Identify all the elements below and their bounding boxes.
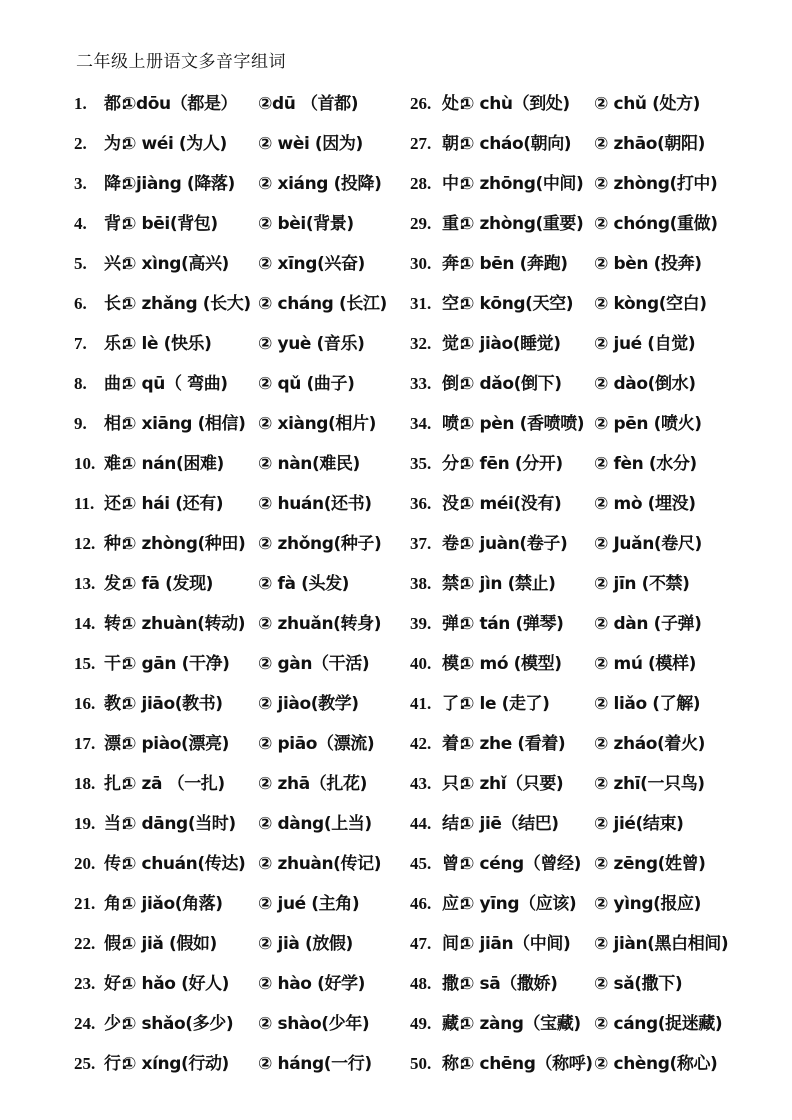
reading-one: ① chēng（称呼) [460, 1054, 593, 1074]
reading-one: ① zàng（宝藏) [460, 1014, 581, 1034]
item-number: 22. [74, 934, 96, 953]
item-character: 难: [104, 454, 128, 474]
item-number: 12. [74, 534, 96, 553]
reading-one: ① gān (干净) [122, 654, 230, 674]
item-number: 25. [74, 1054, 96, 1073]
item-number: 42. [410, 734, 432, 753]
item-number: 10. [74, 454, 96, 473]
item-character: 奔: [442, 254, 466, 274]
item-character: 朝: [442, 134, 466, 154]
item-character: 背: [104, 214, 128, 234]
item-number: 11. [74, 494, 95, 513]
reading-one: ① dǎo(倒下) [460, 374, 562, 394]
reading-one: ① zā （一扎) [122, 774, 225, 794]
reading-one: ① zhe (看着) [460, 734, 566, 754]
reading-one: ① jìn (禁止) [460, 574, 556, 594]
reading-two: ② xīng(兴奋) [258, 254, 365, 274]
reading-two: ② shào(少年) [258, 1014, 370, 1034]
item-character: 只: [442, 774, 466, 794]
page-title: 二年级上册语文多音字组词 [76, 52, 286, 72]
item-character: 好: [104, 974, 128, 994]
reading-two: ② xiáng (投降) [258, 174, 382, 194]
item-character: 干: [104, 654, 128, 674]
item-number: 31. [410, 294, 432, 313]
item-number: 37. [410, 534, 432, 553]
item-character: 还: [104, 494, 128, 514]
reading-two: ② kòng(空白) [594, 294, 707, 314]
item-character: 倒: [442, 374, 466, 394]
reading-one: ① xiāng (相信) [122, 414, 246, 434]
reading-two: ② fèn (水分) [594, 454, 697, 474]
reading-one: ① wéi (为人) [122, 134, 227, 154]
item-number: 44. [410, 814, 432, 833]
reading-one: ① tán (弹琴) [460, 614, 564, 634]
reading-two: ② mú (模样) [594, 654, 696, 674]
reading-two: ② liǎo (了解) [594, 694, 701, 714]
reading-one: ① yīng（应该) [460, 894, 577, 914]
reading-one: ① juàn(卷子) [460, 534, 568, 554]
item-character: 传: [104, 854, 128, 874]
reading-one: ①jiàng (降落) [122, 174, 235, 194]
reading-two: ② qǔ (曲子) [258, 374, 355, 394]
item-character: 乐: [104, 334, 128, 354]
item-number: 39. [410, 614, 432, 633]
reading-two: ② gàn（干活) [258, 654, 370, 674]
reading-one: ① zhuàn(转动) [122, 614, 246, 634]
item-character: 觉: [442, 334, 466, 354]
reading-two: ② chèng(称心) [594, 1054, 718, 1074]
reading-two: ② jià (放假) [258, 934, 353, 954]
item-number: 29. [410, 214, 432, 233]
item-character: 教: [104, 694, 128, 714]
reading-one: ① shǎo(多少) [122, 1014, 234, 1034]
item-number: 13. [74, 574, 96, 593]
reading-two: ② zhāo(朝阳) [594, 134, 705, 154]
item-character: 结: [442, 814, 466, 834]
item-number: 20. [74, 854, 96, 873]
item-character: 降: [104, 174, 128, 194]
reading-two: ② zhī(一只鸟) [594, 774, 705, 794]
reading-two: ② nàn(难民) [258, 454, 360, 474]
reading-one: ① hǎo (好人) [122, 974, 230, 994]
item-number: 40. [410, 654, 432, 673]
item-character: 转: [104, 614, 128, 634]
item-number: 43. [410, 774, 432, 793]
item-character: 相: [104, 414, 128, 434]
item-character: 间: [442, 934, 466, 954]
reading-one: ① lè (快乐) [122, 334, 212, 354]
reading-two: ② chǔ (处方) [594, 94, 701, 114]
reading-two: ② dàn (子弹) [594, 614, 702, 634]
reading-two: ② chóng(重做) [594, 214, 718, 234]
reading-one: ① piào(漂亮) [122, 734, 229, 754]
item-number: 30. [410, 254, 432, 273]
item-number: 6. [74, 294, 87, 313]
item-number: 47. [410, 934, 432, 953]
reading-two: ② xiàng(相片) [258, 414, 376, 434]
reading-two: ② dào(倒水) [594, 374, 696, 394]
reading-one: ① nán(困难) [122, 454, 224, 474]
item-number: 33. [410, 374, 432, 393]
item-character: 处: [442, 94, 466, 114]
reading-two: ② zēng(姓曾) [594, 854, 706, 874]
reading-one: ① hái (还有) [122, 494, 224, 514]
reading-two: ② zhǒng(种子) [258, 534, 382, 554]
reading-one: ① kōng(天空) [460, 294, 574, 314]
item-number: 34. [410, 414, 432, 433]
reading-one: ① bēn (奔跑) [460, 254, 568, 274]
reading-one: ① dāng(当时) [122, 814, 236, 834]
item-number: 14. [74, 614, 96, 633]
reading-one: ① jiǎ (假如) [122, 934, 217, 954]
reading-one: ① mó (模型) [460, 654, 562, 674]
reading-one: ① zhòng(种田) [122, 534, 246, 554]
reading-two: ② jīn (不禁) [594, 574, 690, 594]
item-number: 49. [410, 1014, 432, 1033]
reading-two: ② jié(结束) [594, 814, 684, 834]
item-character: 发: [104, 574, 128, 594]
reading-two: ② háng(一行) [258, 1054, 372, 1074]
item-number: 8. [74, 374, 87, 393]
reading-one: ① sā（撒娇) [460, 974, 558, 994]
reading-two: ②dū （首都) [258, 94, 359, 114]
item-character: 模: [442, 654, 466, 674]
reading-two: ② jiàn(黑白相间) [594, 934, 729, 954]
reading-one: ① cháo(朝向) [460, 134, 572, 154]
item-number: 4. [74, 214, 87, 233]
item-number: 21. [74, 894, 96, 913]
item-number: 23. [74, 974, 96, 993]
item-character: 种: [104, 534, 128, 554]
reading-two: ② yìng(报应) [594, 894, 702, 914]
item-number: 50. [410, 1054, 432, 1073]
item-number: 24. [74, 1014, 96, 1033]
reading-one: ① pèn (香喷喷) [460, 414, 585, 434]
reading-two: ② dàng(上当) [258, 814, 372, 834]
item-number: 9. [74, 414, 87, 433]
reading-one: ① méi(没有) [460, 494, 562, 514]
item-number: 38. [410, 574, 432, 593]
item-character: 撒: [442, 974, 466, 994]
reading-one: ① jiǎo(角落) [122, 894, 223, 914]
item-number: 1. [74, 94, 87, 113]
item-number: 46. [410, 894, 432, 913]
reading-two: ② yuè (音乐) [258, 334, 365, 354]
reading-two: ② jiào(教学) [258, 694, 359, 714]
reading-one: ① fā (发现) [122, 574, 214, 594]
reading-one: ① jiē（结巴) [460, 814, 559, 834]
reading-two: ② cáng(捉迷藏) [594, 1014, 723, 1034]
item-character: 曾: [442, 854, 466, 874]
reading-two: ② zhòng(打中) [594, 174, 718, 194]
item-character: 角: [104, 894, 128, 914]
item-character: 中: [442, 174, 466, 194]
reading-two: ② huán(还书) [258, 494, 372, 514]
item-character: 漂: [104, 734, 128, 754]
reading-two: ② cháng (长江) [258, 294, 387, 314]
reading-one: ① xíng(行动) [122, 1054, 229, 1074]
item-number: 26. [410, 94, 432, 113]
item-number: 36. [410, 494, 432, 513]
item-character: 分: [442, 454, 466, 474]
reading-one: ① jiāo(教书) [122, 694, 223, 714]
item-character: 称: [442, 1054, 466, 1074]
item-number: 32. [410, 334, 432, 353]
item-number: 48. [410, 974, 432, 993]
item-character: 为: [104, 134, 128, 154]
item-character: 弹: [442, 614, 466, 634]
item-number: 2. [74, 134, 87, 153]
item-number: 35. [410, 454, 432, 473]
item-character: 曲: [104, 374, 128, 394]
reading-two: ② jué (主角) [258, 894, 360, 914]
reading-one: ① chù（到处) [460, 94, 570, 114]
item-character: 长: [104, 294, 128, 314]
reading-two: ② zhuǎn(转身) [258, 614, 382, 634]
item-character: 没: [442, 494, 466, 514]
item-character: 禁: [442, 574, 466, 594]
reading-two: ② wèi (因为) [258, 134, 363, 154]
item-number: 15. [74, 654, 96, 673]
reading-two: ② jué (自觉) [594, 334, 696, 354]
item-number: 5. [74, 254, 87, 273]
item-number: 45. [410, 854, 432, 873]
reading-one: ① bēi(背包) [122, 214, 218, 234]
reading-one: ① le (走了) [460, 694, 550, 714]
reading-two: ② mò (埋没) [594, 494, 696, 514]
item-character: 卷: [442, 534, 466, 554]
item-character: 行: [104, 1054, 128, 1074]
item-character: 少: [104, 1014, 128, 1034]
reading-one: ① xìng(高兴) [122, 254, 229, 274]
reading-two: ② zháo(着火) [594, 734, 705, 754]
item-character: 藏: [442, 1014, 466, 1034]
reading-two: ② hào (好学) [258, 974, 366, 994]
item-character: 了: [442, 694, 466, 714]
reading-one: ① chuán(传达) [122, 854, 246, 874]
item-character: 都: [104, 94, 128, 114]
item-number: 28. [410, 174, 432, 193]
item-number: 41. [410, 694, 432, 713]
item-number: 18. [74, 774, 96, 793]
reading-one: ① jiào(睡觉) [460, 334, 561, 354]
item-number: 7. [74, 334, 87, 353]
reading-two: ② Juǎn(卷尺) [594, 534, 702, 554]
item-character: 当: [104, 814, 128, 834]
reading-one: ① fēn (分开) [460, 454, 563, 474]
item-character: 兴: [104, 254, 128, 274]
item-character: 重: [442, 214, 466, 234]
item-character: 扎: [104, 774, 128, 794]
item-number: 16. [74, 694, 96, 713]
reading-one: ① céng（曾经) [460, 854, 581, 874]
reading-one: ① qū（ 弯曲) [122, 374, 228, 394]
item-character: 空: [442, 294, 466, 314]
reading-two: ② pēn (喷火) [594, 414, 702, 434]
item-number: 27. [410, 134, 432, 153]
reading-one: ① zhòng(重要) [460, 214, 584, 234]
item-character: 喷: [442, 414, 466, 434]
item-number: 17. [74, 734, 96, 753]
reading-two: ② zhuàn(传记) [258, 854, 382, 874]
reading-one: ①dōu（都是） [122, 94, 238, 114]
reading-two: ② sǎ(撒下) [594, 974, 683, 994]
item-character: 假: [104, 934, 128, 954]
reading-one: ① zhǐ（只要) [460, 774, 564, 794]
reading-one: ① jiān（中间) [460, 934, 571, 954]
reading-two: ② fà (头发) [258, 574, 350, 594]
item-character: 应: [442, 894, 466, 914]
reading-two: ② bèn (投奔) [594, 254, 702, 274]
reading-one: ① zhǎng (长大) [122, 294, 251, 314]
item-number: 19. [74, 814, 96, 833]
reading-two: ② zhā（扎花) [258, 774, 367, 794]
item-number: 3. [74, 174, 87, 193]
reading-one: ① zhōng(中间) [460, 174, 584, 194]
item-character: 着: [442, 734, 466, 754]
reading-two: ② bèi(背景) [258, 214, 354, 234]
reading-two: ② piāo（漂流) [258, 734, 375, 754]
